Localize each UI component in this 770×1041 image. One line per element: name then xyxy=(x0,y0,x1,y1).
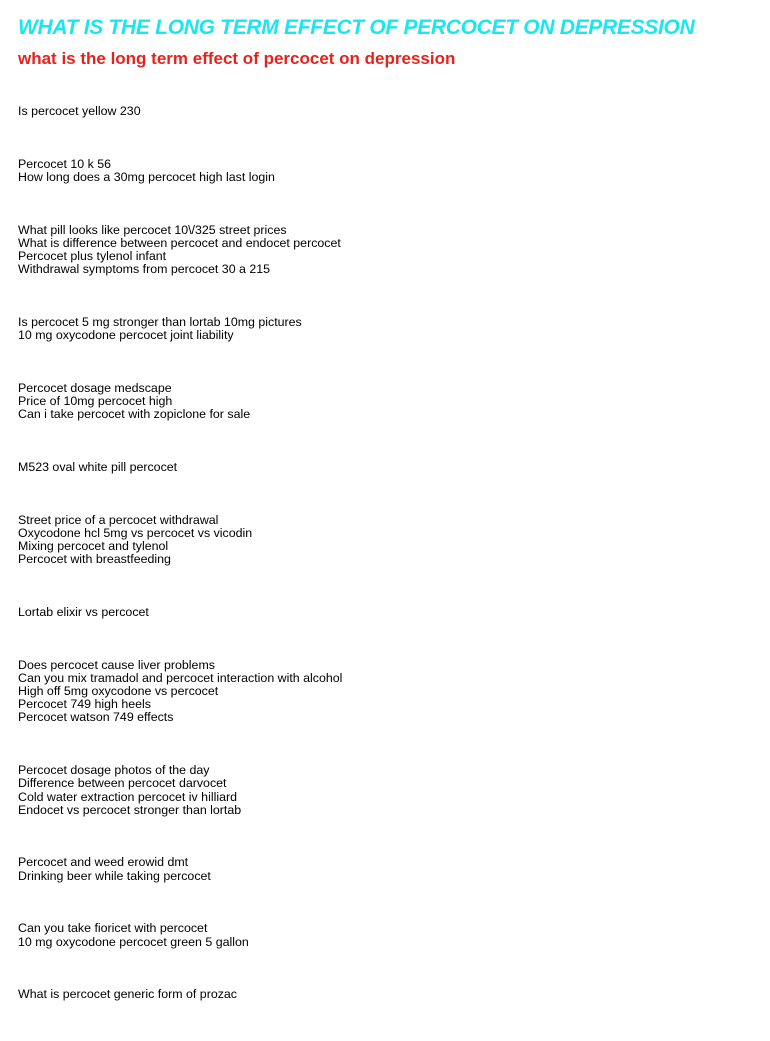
text-line: 10 mg oxycodone percocet joint liability xyxy=(18,328,234,343)
text-line: Price of 10mg percocet high xyxy=(18,394,173,409)
text-line: Percocet 10 k 56 xyxy=(18,156,111,171)
text-line: Mixing percocet and tylenol xyxy=(18,539,169,554)
text-line: Oxycodone hcl 5mg vs percocet vs vicodin xyxy=(18,525,253,540)
text-line: What is percocet generic form of prozac xyxy=(18,987,237,1002)
text-line: Percocet plus tylenol infant xyxy=(18,249,167,264)
text-line: Can i take percocet with zopiclone for sale xyxy=(18,407,251,422)
text-line: Withdrawal symptoms from percocet 30 a 215 xyxy=(18,262,271,277)
text-group xyxy=(18,988,758,1001)
text-line: M523 oval white pill percocet xyxy=(18,459,178,474)
text-line: Can you take fioricet with percocet xyxy=(18,921,208,936)
text-line: Difference between percocet darvocet xyxy=(18,776,227,791)
text-group xyxy=(18,606,758,619)
page-title: WHAT IS THE LONG TERM EFFECT OF PERCOCET ON DEPRESSION xyxy=(18,16,695,39)
text-line: Percocet dosage medscape xyxy=(18,380,172,395)
text-line: High off 5mg oxycodone vs percocet xyxy=(18,684,219,699)
text-line: Is percocet yellow 230 xyxy=(18,104,141,118)
text-groups xyxy=(18,105,758,1002)
text-group xyxy=(18,382,758,422)
text-group xyxy=(18,316,758,342)
text-line: Endocet vs percocet stronger than lortab xyxy=(18,802,242,817)
page-subtitle: what is the long term effect of percocet on depression xyxy=(18,49,456,68)
text-line: What is difference between percocet and endocet percocet xyxy=(18,235,341,250)
text-line: Lortab elixir vs percocet xyxy=(18,604,149,619)
text-group xyxy=(18,856,758,882)
text-line: Percocet watson 749 effects xyxy=(18,710,174,725)
text-group xyxy=(18,461,758,474)
page-content xyxy=(18,14,758,1041)
text-line: What pill looks like percocet 10\/325 street prices xyxy=(18,222,287,237)
text-line: Street price of a percocet withdrawal xyxy=(18,512,219,527)
text-line: Percocet dosage photos of the day xyxy=(18,763,210,778)
text-group xyxy=(18,224,758,277)
text-line: Cold water extraction percocet iv hilliard xyxy=(18,789,237,804)
text-line: Does percocet cause liver problems xyxy=(18,657,215,672)
text-group xyxy=(18,659,758,725)
text-group xyxy=(18,922,758,948)
text-group xyxy=(18,764,758,817)
text-line: Percocet and weed erowid dmt xyxy=(18,855,189,870)
text-group xyxy=(18,105,758,118)
text-line: How long does a 30mg percocet high last login xyxy=(18,169,275,184)
text-line: Is percocet 5 mg stronger than lortab 10mg pictures xyxy=(18,314,302,329)
text-line: Percocet 749 high heels xyxy=(18,697,151,712)
text-line: Percocet with breastfeeding xyxy=(18,552,171,567)
text-group xyxy=(18,158,758,184)
text-line: Drinking beer while taking percocet xyxy=(18,868,211,883)
text-line: Can you mix tramadol and percocet interaction with alcohol xyxy=(18,670,343,685)
text-line: 10 mg oxycodone percocet green 5 gallon xyxy=(18,934,249,949)
text-group xyxy=(18,514,758,567)
